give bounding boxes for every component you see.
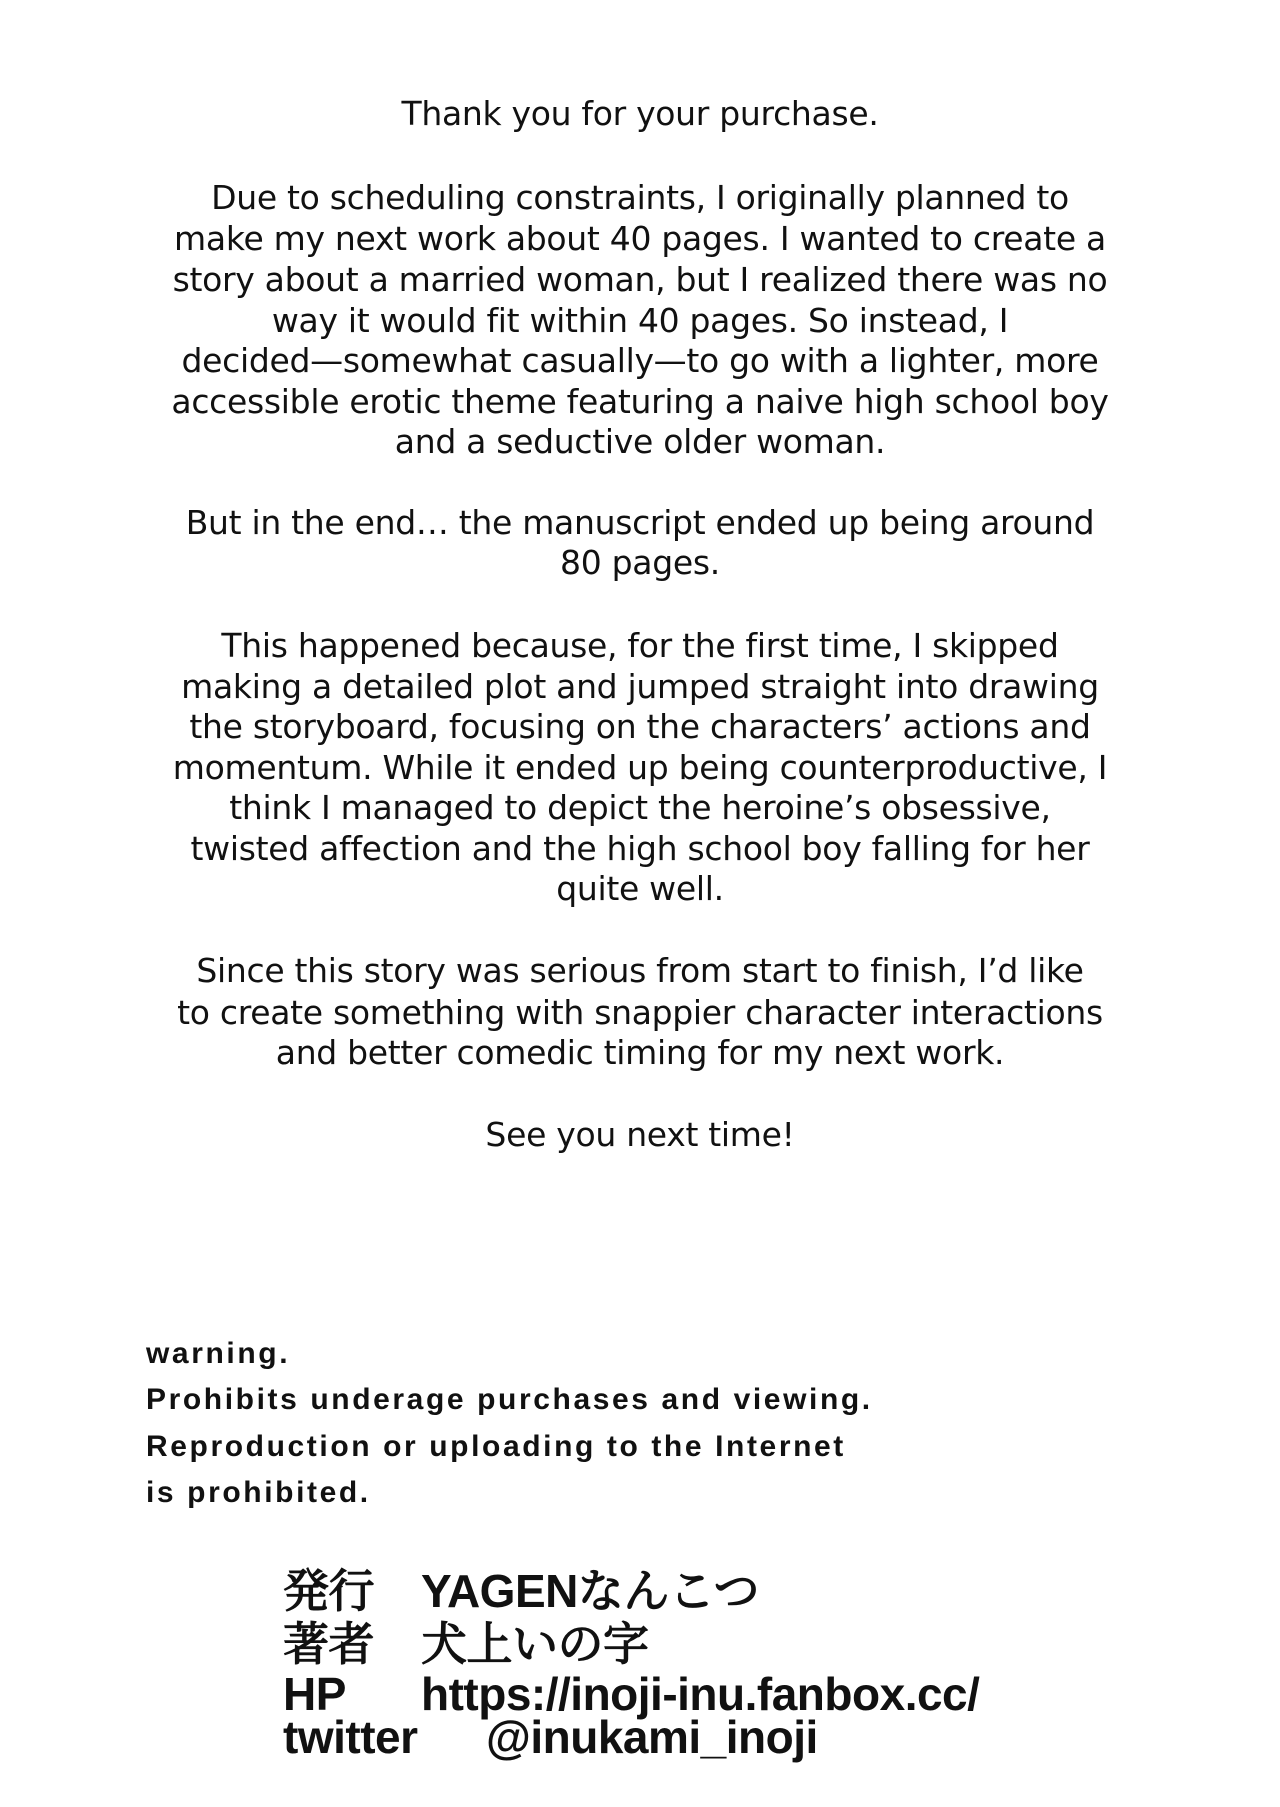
paragraph-line: twisted affection and the high school boy falling for her	[190, 829, 1090, 868]
credit-label: twitter	[283, 1711, 418, 1763]
warning-line: Prohibits underage purchases and viewing.	[146, 1383, 873, 1416]
credit-twitter	[283, 1712, 818, 1762]
paragraph-line: Due to scheduling constraints, I originally planned to	[211, 178, 1069, 217]
paragraph-line: quite well.	[556, 869, 724, 908]
credit-publisher	[283, 1566, 759, 1616]
credit-value: https://inoji-inu.fanbox.cc/	[421, 1668, 980, 1720]
paragraph-line: the storyboard, focusing on the characters’ actions and	[189, 707, 1091, 746]
paragraph-line: and a seductive older woman.	[394, 422, 886, 461]
paragraph-line: accessible erotic theme featuring a naive high school boy	[171, 382, 1109, 421]
credit-label: 著者	[283, 1618, 374, 1670]
paragraph-line: way it would fit within 40 pages. So instead, I	[271, 301, 1009, 340]
paragraph-line: making a detailed plot and jumped straight into drawing	[181, 667, 1099, 706]
paragraph-line: make my next work about 40 pages. I wanted to create a	[174, 219, 1106, 258]
warning-line: is prohibited.	[146, 1476, 371, 1509]
paragraph-line: to create something with snappier character interactions	[177, 993, 1103, 1032]
credit-label: 発行	[283, 1565, 374, 1617]
closing-line: See you next time!	[485, 1115, 795, 1154]
greeting-line: Thank you for your purchase.	[401, 94, 879, 133]
paragraph-line: story about a married woman, but I realized there was no	[172, 260, 1108, 299]
paragraph-line: Since this story was serious from start to finish, I’d like	[196, 951, 1084, 990]
paragraph-line: and better comedic timing for my next work.	[275, 1033, 1005, 1072]
paragraph-line: think I managed to depict the heroine’s obsessive,	[229, 788, 1051, 827]
paragraph-line: momentum. While it ended up being counterproductive, I	[172, 748, 1108, 787]
credit-author	[283, 1619, 649, 1669]
paragraph-line: 80 pages.	[560, 543, 720, 582]
credit-label: HP	[283, 1668, 346, 1720]
warning-line: Reproduction or uploading to the Internet	[146, 1430, 846, 1463]
credit-value: YAGENなんこつ	[421, 1565, 759, 1617]
paragraph-line: This happened because, for the first time, I skipped	[221, 626, 1059, 665]
paragraph-line: decided—somewhat casually—to go with a lighter, more	[181, 341, 1099, 380]
credit-value: @inukami_inoji	[486, 1711, 818, 1763]
paragraph-line: But in the end… the manuscript ended up being around	[185, 503, 1095, 542]
warning-line: warning.	[146, 1337, 291, 1370]
credit-value: 犬上いの字	[421, 1618, 649, 1670]
